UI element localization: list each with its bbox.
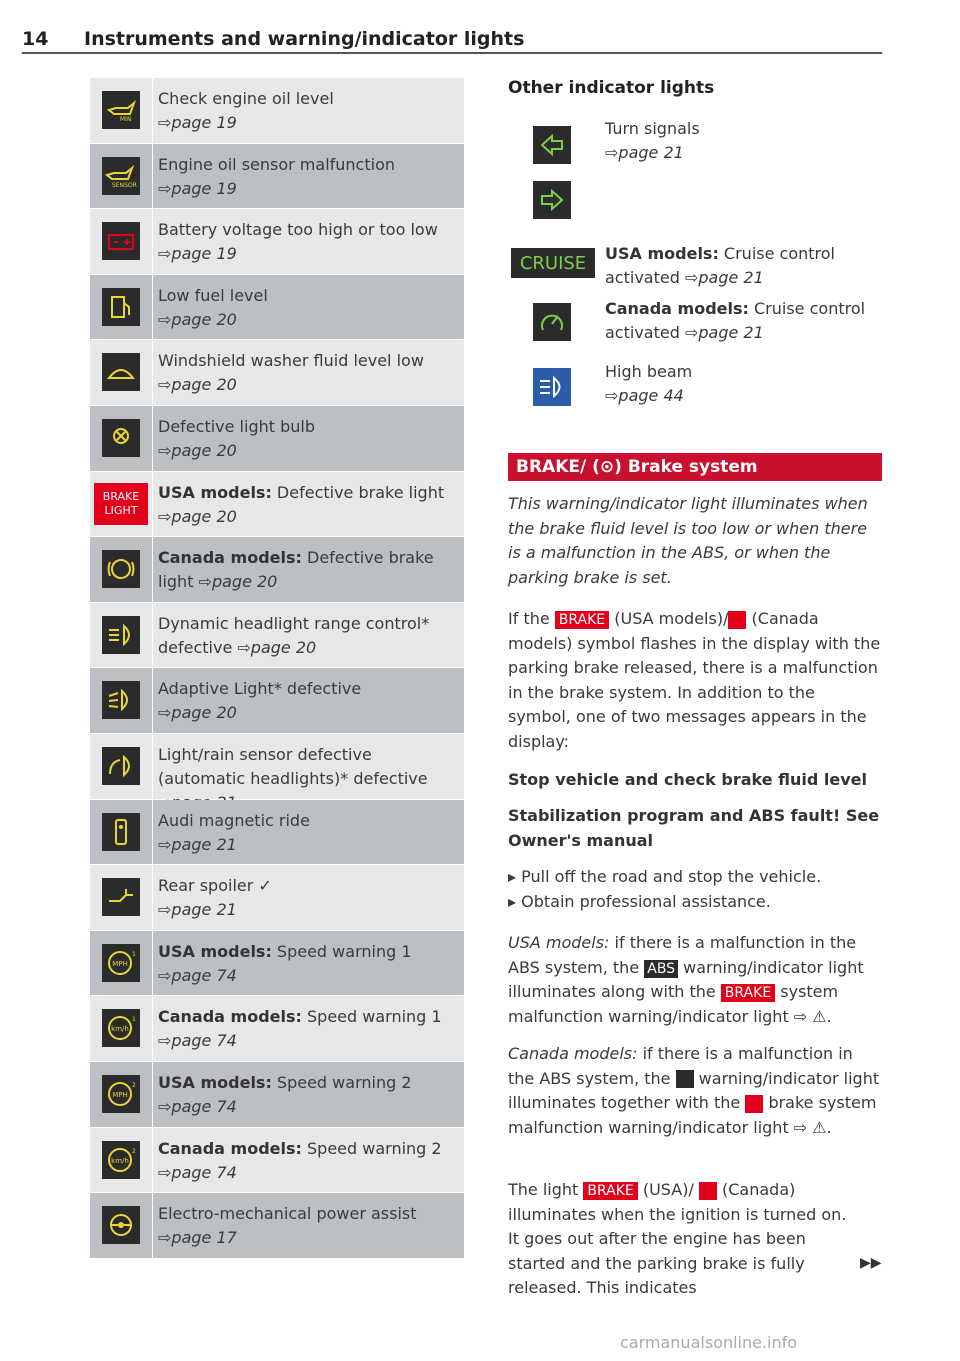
turn-signals-text: Turn signals ⇨page 21 — [605, 119, 700, 162]
brake-square-icon — [745, 1095, 763, 1113]
svg-text:1: 1 — [132, 950, 136, 958]
table-row: MIN Check engine oil level ⇨page 19 — [90, 78, 464, 144]
light-bulb-icon — [102, 419, 140, 457]
bullet-item: ▸ Pull off the road and stop the vehicle. — [508, 865, 882, 890]
brake-system-heading: BRAKE/ (⊙) Brake system — [508, 453, 882, 481]
brake-badge-icon: BRAKE — [721, 984, 775, 1002]
table-row: Defective light bulb ⇨page 20 — [90, 406, 464, 472]
table-row: MPH 1 USA models: Speed warning 1 ⇨page 74 — [90, 931, 464, 997]
bullet-item: ▸ Obtain professional assistance. — [508, 890, 882, 915]
table-row: Audi magnetic ride ⇨page 21 — [90, 800, 464, 866]
page-number: 14 — [22, 28, 49, 50]
rear-spoiler-icon — [102, 878, 140, 916]
table-row: SENSOR Engine oil sensor malfunction ⇨page 19 — [90, 144, 464, 210]
magnetic-ride-icon — [102, 813, 140, 851]
brake-intro: This warning/indicator light illuminates when the brake fluid level is too low or when there is a malfunction in the ABS, or when the parking brake is set. — [508, 494, 868, 587]
speed-warning-mph-1-icon — [102, 944, 140, 982]
table-row: MPH 2 USA models: Speed warning 2 ⇨page 74 — [90, 1062, 464, 1128]
battery-icon — [102, 222, 140, 260]
washer-fluid-icon — [102, 353, 140, 391]
turn-right-icon — [533, 181, 571, 219]
table-row: CRUISE USA models: Cruise control activated ⇨page 21 — [508, 236, 882, 291]
steering-wheel-icon — [102, 1206, 140, 1244]
svg-text:1: 1 — [132, 1016, 136, 1024]
table-row: Adaptive Light* defective ⇨page 20 — [90, 668, 464, 734]
svg-text:MPH: MPH — [112, 1090, 128, 1099]
abs-circle-icon — [676, 1070, 694, 1088]
brake-circle-icon: (⊙) — [586, 457, 622, 477]
table-row: High beam ⇨page 44 — [508, 354, 882, 420]
speed-warning-kmh-1-icon — [102, 1009, 140, 1047]
message-1: Stop vehicle and check brake fluid level — [508, 770, 867, 789]
high-beam-icon — [533, 368, 571, 406]
table-row: BRAKE LIGHT USA models: Defective brake light ⇨page 20 — [90, 472, 464, 538]
speed-warning-mph-2-icon — [102, 1075, 140, 1113]
table-row: Low fuel level ⇨page 20 — [90, 275, 464, 341]
table-row: Windshield washer fluid level low ⇨page 20 — [90, 340, 464, 406]
svg-text:2: 2 — [132, 1081, 136, 1089]
speed-warning-kmh-2-icon — [102, 1141, 140, 1179]
warning-lights-table — [90, 78, 464, 1259]
continue-arrow-icon: ▶▶ — [860, 1255, 882, 1271]
brake-square-icon — [699, 1182, 717, 1200]
abs-badge-icon: ABS — [644, 960, 678, 978]
adaptive-light-icon — [102, 681, 140, 719]
footer-watermark: carmanualsonline.info — [620, 1333, 798, 1352]
other-lights-table — [508, 111, 882, 420]
message-2: Stabilization program and ABS fault! See Owner's manual — [508, 806, 880, 850]
brake-paragraph-1: If the BRAKE (USA models)/ (Canada models) symbol flashes in the display with the parking brake released, there is a malfunction in the brake system. In addition to the symbol, one of two messages appears in the display: — [508, 609, 881, 751]
cruise-gauge-icon — [533, 303, 571, 341]
page-title: Instruments and warning/indicator lights — [84, 28, 525, 50]
table-row: km/h 1 Canada models: Speed warning 1 ⇨page 74 — [90, 996, 464, 1062]
table-row: Light/rain sensor defective (automatic headlights)* defective — [90, 734, 464, 800]
table-row: Rear spoiler ✓ ⇨page 21 — [90, 865, 464, 931]
svg-text:MPH: MPH — [112, 959, 128, 968]
fuel-pump-icon — [102, 288, 140, 326]
brake-badge-icon: BRAKE — [555, 611, 609, 629]
brake-bulb-circle-icon — [102, 550, 140, 588]
other-lights-heading: Other indicator lights — [508, 78, 715, 98]
svg-text:km/h: km/h — [111, 1025, 129, 1034]
table-row: Canada models: Cruise control activated ⇨page 21 — [508, 291, 882, 354]
cruise-icon: CRUISE — [511, 248, 595, 278]
svg-text:km/h: km/h — [111, 1156, 129, 1165]
usa-paragraph: USA models: if there is a malfunction in the ABS system, the ABS warning/indicator light illuminates along with the BRAKE system malfunction warning/indicator light ⇨ ⚠. — [508, 933, 864, 1026]
table-row: Canada models: Defective brake light ⇨page 20 — [90, 537, 464, 603]
table-row: Dynamic headlight range control* defective ⇨page 20 — [90, 603, 464, 669]
bullet-list — [508, 865, 882, 914]
svg-text:2: 2 — [132, 1147, 136, 1155]
turn-left-icon — [533, 126, 571, 164]
svg-text:MIN: MIN — [120, 116, 132, 122]
page-header — [22, 22, 882, 54]
last-paragraph: The light BRAKE (USA)/ (Canada) illuminates when the ignition is turned on. It goes out after the engine has been started and the parking brake is fully released. This indicates — [508, 1180, 847, 1298]
canada-paragraph: Canada models: if there is a malfunction in the ABS system, the warning/indicator light illuminates together with the brake system malfunction warning/indicator light ⇨ ⚠. — [508, 1044, 880, 1137]
svg-text:SENSOR: SENSOR — [112, 181, 137, 188]
headlight-range-icon — [102, 616, 140, 654]
oil-can-min-icon — [102, 91, 140, 129]
brake-square-icon — [728, 611, 746, 629]
table-row: Electro-mechanical power assist ⇨page 17 — [90, 1193, 464, 1259]
other-indicator-lights — [508, 78, 882, 405]
table-row: km/h 2 Canada models: Speed warning 2 ⇨page 74 — [90, 1128, 464, 1194]
brake-badge-icon: BRAKE — [583, 1182, 637, 1200]
table-row — [508, 111, 882, 236]
table-row: Battery voltage too high or too low ⇨page 19 — [90, 209, 464, 275]
light-rain-sensor-icon — [102, 747, 140, 785]
brake-light-text-icon: BRAKE LIGHT — [94, 483, 148, 525]
oil-sensor-icon — [102, 157, 140, 195]
